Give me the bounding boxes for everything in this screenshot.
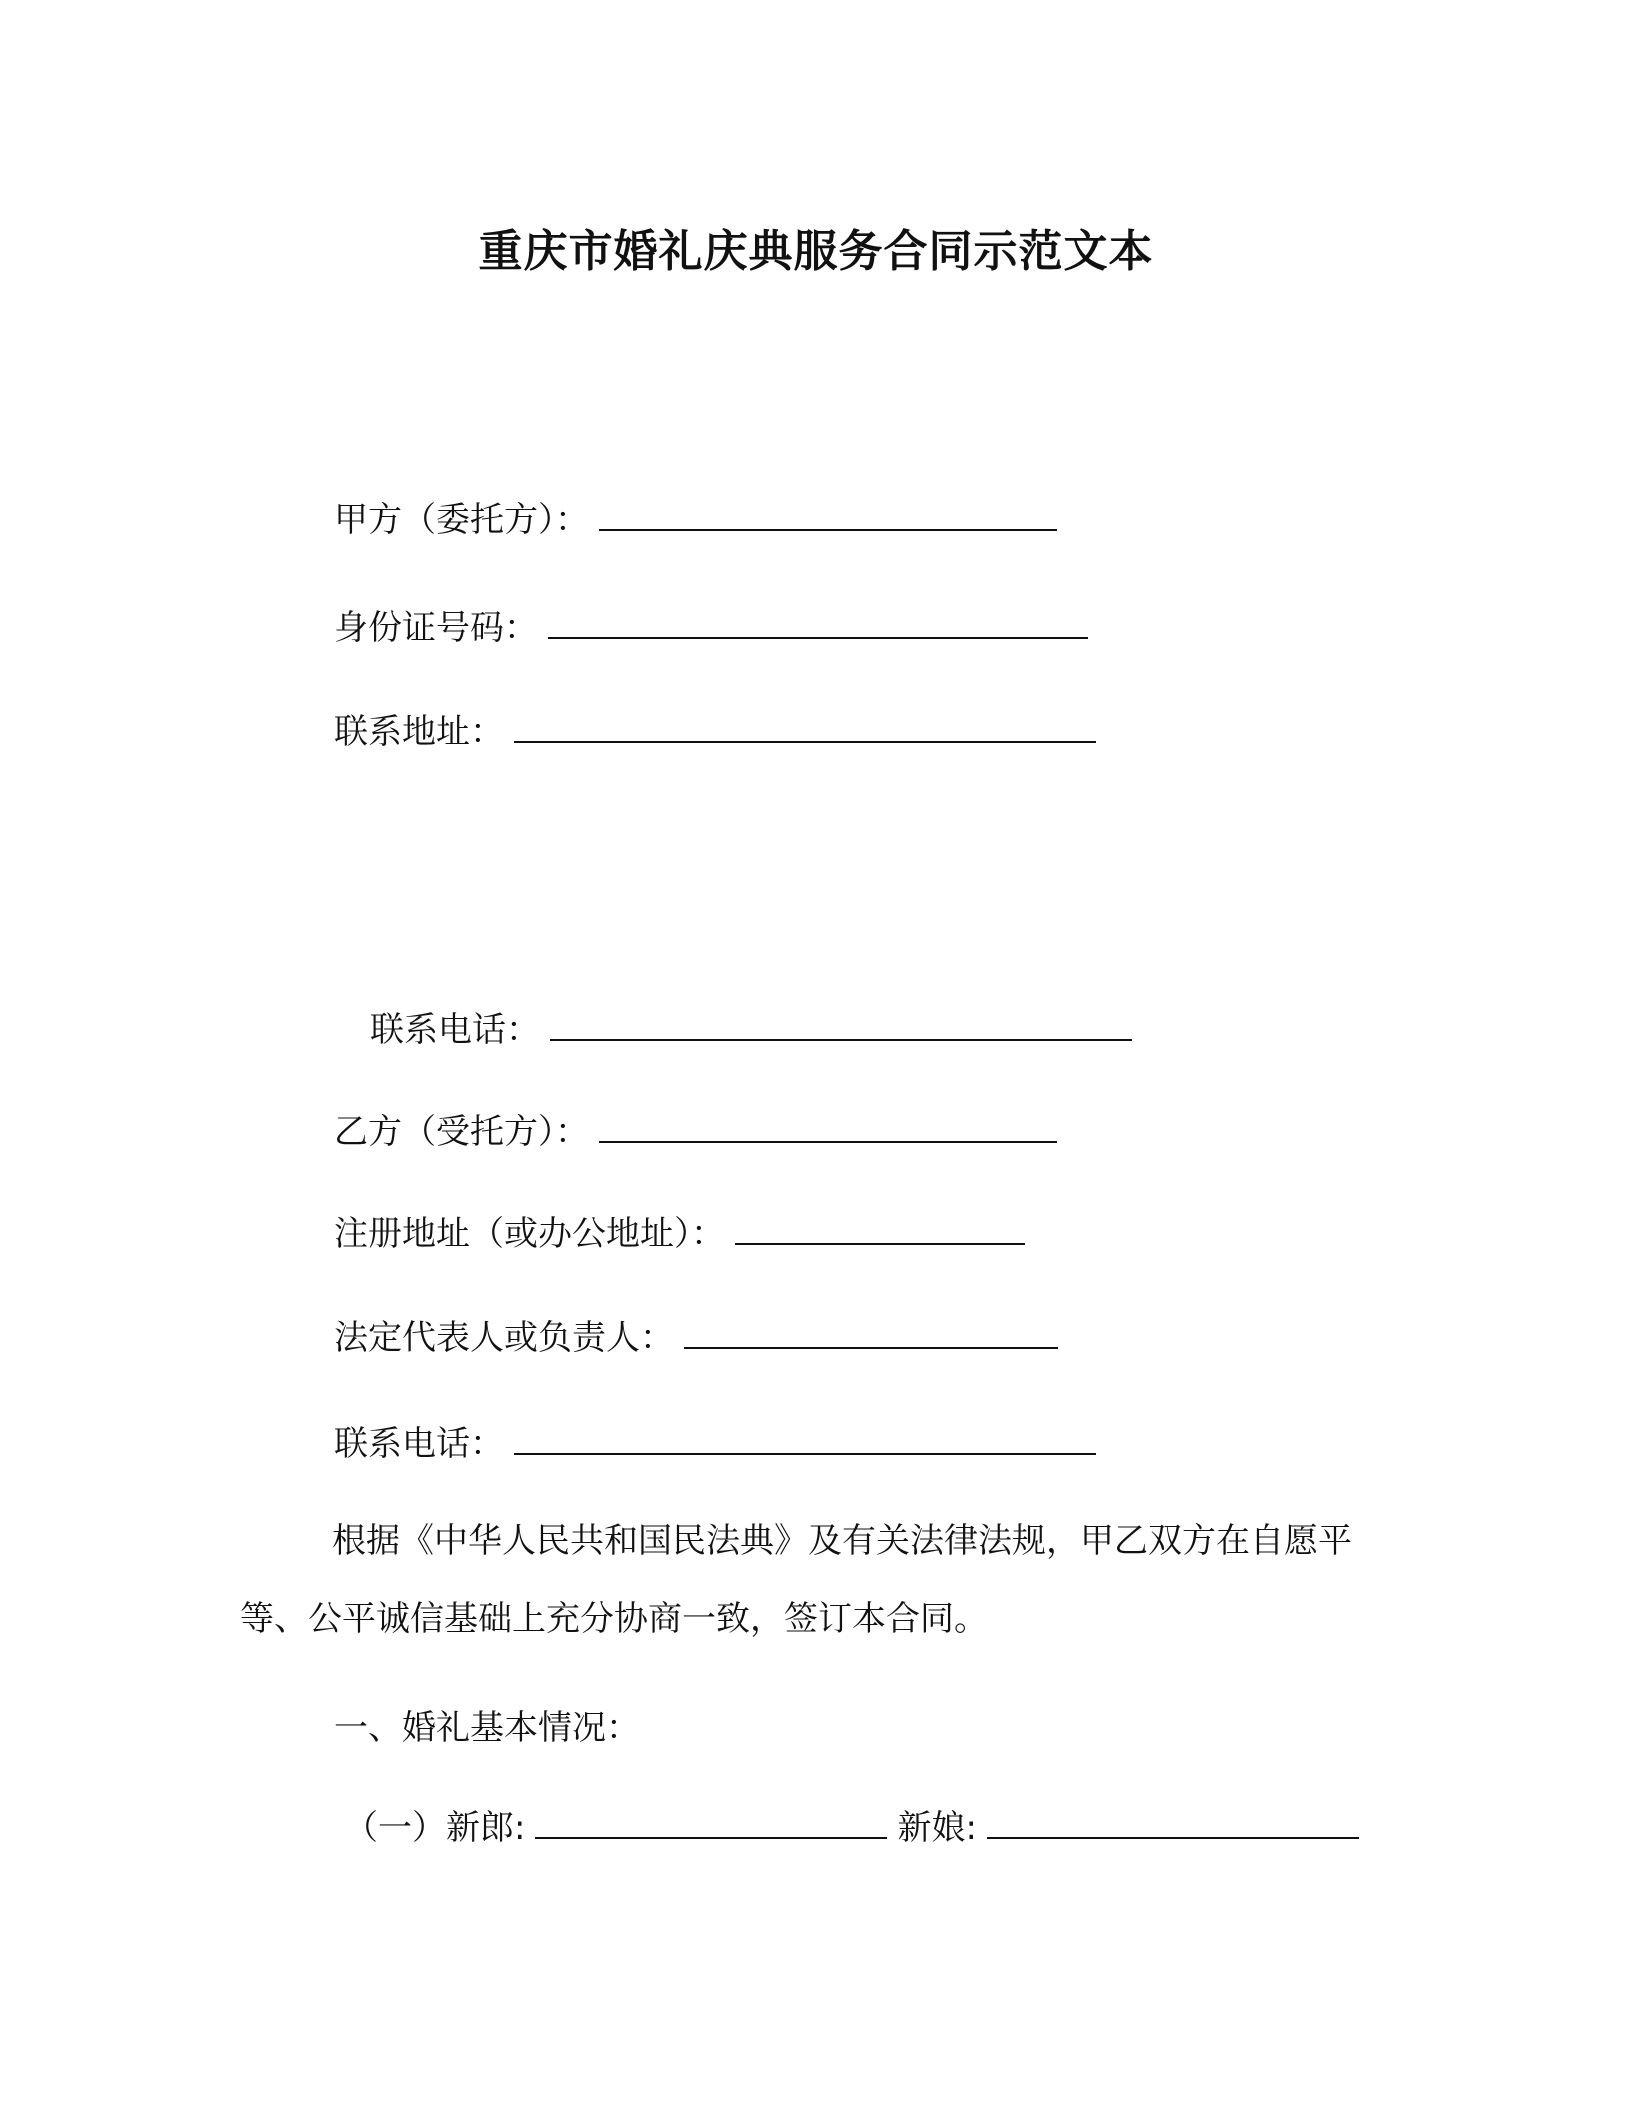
party-b-rep-blank[interactable] xyxy=(684,1317,1058,1349)
party-a-address-blank[interactable] xyxy=(514,711,1096,743)
party-a-address-label: 联系地址： xyxy=(334,712,504,752)
party-b-label: 乙方（受托方）： xyxy=(334,1112,589,1152)
party-a-line xyxy=(334,496,1057,544)
party-a-phone-blank[interactable] xyxy=(550,1009,1132,1041)
groom-blank[interactable] xyxy=(535,1807,887,1839)
party-b-line xyxy=(334,1108,1057,1156)
party-a-phone-label: 联系电话： xyxy=(370,1010,540,1050)
party-a-address-line xyxy=(334,708,1096,756)
party-a-blank[interactable] xyxy=(599,499,1057,531)
party-b-phone-line xyxy=(334,1420,1096,1468)
groom-bride-line xyxy=(344,1804,1359,1852)
party-b-address-label: 注册地址（或办公地址）： xyxy=(334,1214,725,1254)
document-title: 重庆市婚礼庆典服务合同示范文本 xyxy=(478,226,1154,277)
preamble-paragraph: 根据《中华人民共和国民法典》及有关法律法规，甲乙双方在自愿平等、公平诚信基础上充分协商一致，签订本合同。 xyxy=(240,1521,1352,1639)
party-b-address-line xyxy=(334,1210,1025,1258)
party-a-id-line xyxy=(334,604,1088,652)
groom-label: （一）新郎: xyxy=(344,1808,526,1848)
party-a-id-label: 身份证号码： xyxy=(334,608,538,648)
party-a-label: 甲方（委托方）： xyxy=(334,500,589,540)
party-a-phone-line xyxy=(370,1006,1132,1054)
party-b-blank[interactable] xyxy=(599,1111,1057,1143)
party-b-rep-label: 法定代表人或负责人： xyxy=(334,1318,674,1358)
bride-label: 新娘: xyxy=(897,1808,977,1848)
party-b-rep-line xyxy=(334,1314,1058,1362)
party-b-phone-label: 联系电话： xyxy=(334,1424,504,1464)
party-b-address-blank[interactable] xyxy=(735,1213,1025,1245)
section1-heading: 一、婚礼基本情况： xyxy=(334,1708,640,1748)
party-a-id-blank[interactable] xyxy=(548,607,1088,639)
bride-blank[interactable] xyxy=(987,1807,1359,1839)
party-b-phone-blank[interactable] xyxy=(514,1423,1096,1455)
